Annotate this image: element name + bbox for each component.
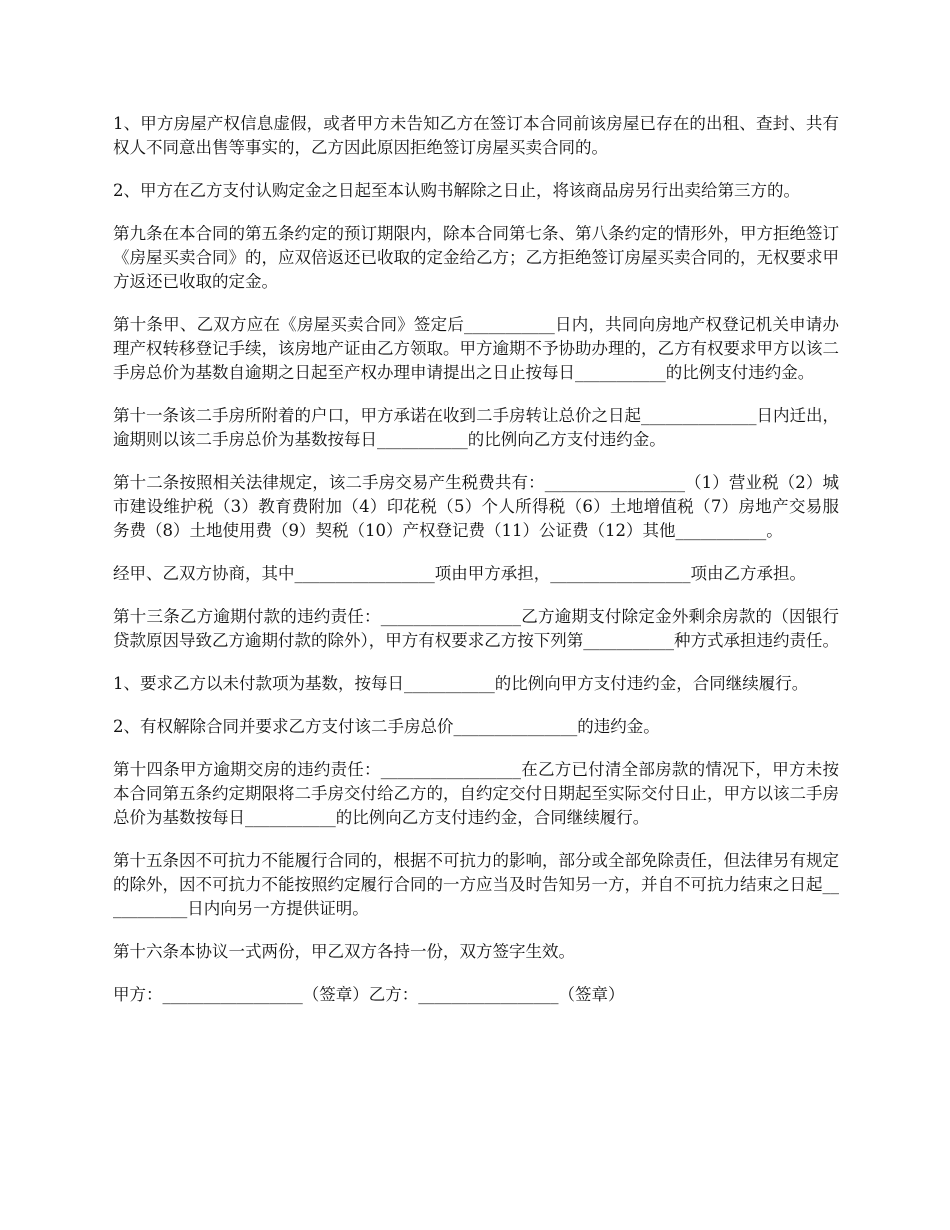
- signature-line: 甲方：_________________（签章）乙方：_________________（签章）: [113, 985, 625, 1004]
- clause-12-paragraph: 第十二条按照相关法律规定，该二手房交易产生税费共有：_________________（1）营业税（2）城市建设维护税（3）教育费附加（4）印花税（5）个人所得税（6）土地增值税（7）房地产交易服务费（8）土地使用费（9）契税（10）产权登记费（11）公证费（12）其他___________。: [113, 473, 839, 540]
- contract-page: [113, 112, 839, 1026]
- tax-allocation-paragraph: 经甲、乙双方协商，其中_________________项由甲方承担，_________________项由乙方承担。: [113, 564, 806, 583]
- clause-11-paragraph: 第十一条该二手房所附着的户口，甲方承诺在收到二手房转让总价之日起______________日内迁出，逾期则以该二手房总价为基数按每日___________的比例向乙方支付违约金。: [113, 406, 839, 449]
- clause-paragraph: 2、甲方在乙方支付认购定金之日起至本认购书解除之日止，将该商品房另行出卖给第三方的。: [113, 181, 800, 200]
- clause-14-paragraph: 第十四条甲方逾期交房的违约责任：_________________在乙方已付清全部房款的情况下，甲方未按本合同第五条约定期限将二手房交付给乙方的，自约定交付日期起至实际交付日止，甲方以该二手房总价为基数按每日___________的比例向乙方支付违约金，合同继续履行。: [113, 760, 839, 827]
- clause-13-paragraph: 第十三条乙方逾期付款的违约责任：_________________乙方逾期支付除定金外剩余房款的（因银行贷款原因导致乙方逾期付款的除外），甲方有权要求乙方按下列第___________种方式承担违约责任。: [113, 607, 839, 650]
- clause-13-option-1: 1、要求乙方以未付款项为基数，按每日___________的比例向甲方支付违约金，合同继续履行。: [113, 674, 809, 693]
- clause-10-paragraph: 第十条甲、乙双方应在《房屋买卖合同》签定后___________日内，共同向房地产权登记机关申请办理产权转移登记手续，该房地产证由乙方领取。甲方逾期不予协助办理的，乙方有权要求甲方以该二手房总价为基数自逾期之日起至产权办理申请提出之日止按每日___________的比例支付违约金。: [113, 315, 839, 382]
- clause-paragraph: 1、甲方房屋产权信息虚假，或者甲方未告知乙方在签订本合同前该房屋已存在的出租、查封、共有权人不同意出售等事实的，乙方因此原因拒绝签订房屋买卖合同的。: [113, 114, 839, 157]
- clause-13-option-2: 2、有权解除合同并要求乙方支付该二手房总价_______________的违约金。: [113, 717, 660, 736]
- clause-9-paragraph: 第九条在本合同的第五条约定的预订期限内，除本合同第七条、第八条约定的情形外，甲方拒绝签订《房屋买卖合同》的，应双倍返还已收取的定金给乙方；乙方拒绝签订房屋买卖合同的，无权要求甲方返还已收取的定金。: [113, 224, 839, 291]
- clause-15-paragraph: 第十五条因不可抗力不能履行合同的，根据不可抗力的影响，部分或全部免除责任，但法律另有规定的除外，因不可抗力不能按照约定履行合同的一方应当及时告知另一方，并自不可抗力结束之日起___________日内向另一方提供证明。: [113, 851, 839, 918]
- clause-16-paragraph: 第十六条本协议一式两份，甲乙双方各持一份，双方签字生效。: [113, 942, 575, 961]
